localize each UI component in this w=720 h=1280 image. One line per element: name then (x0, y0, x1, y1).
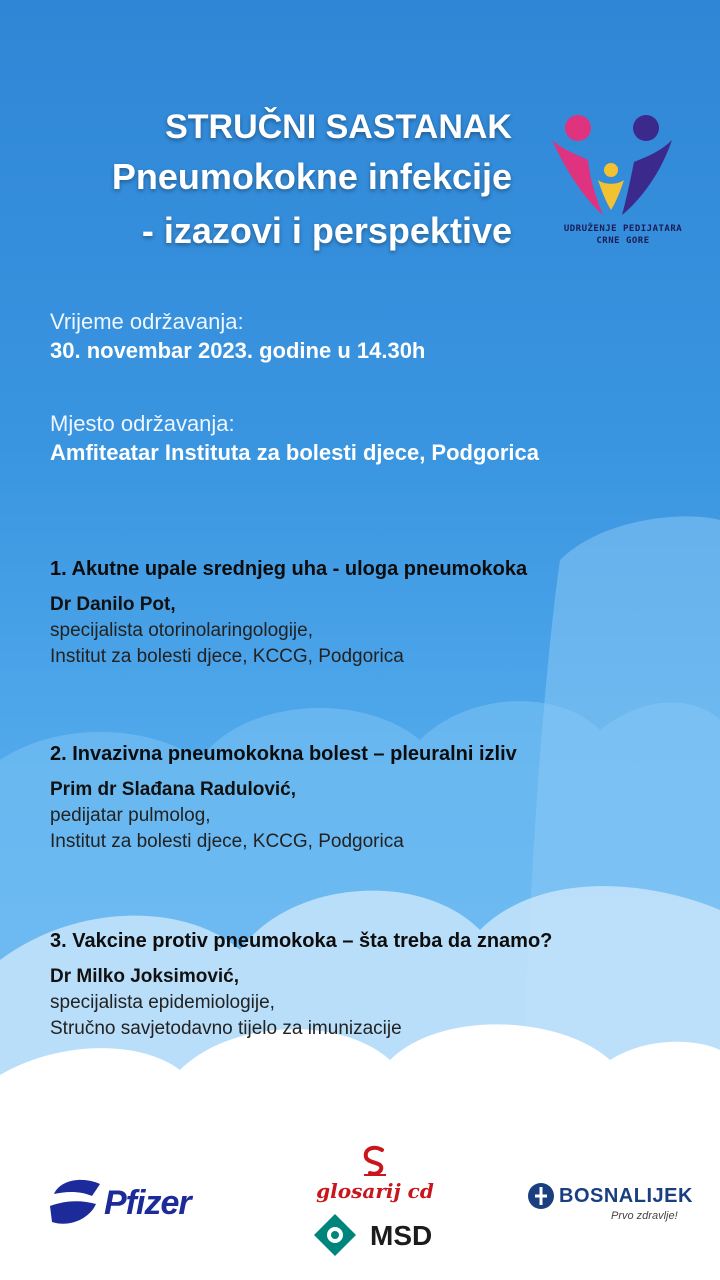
msd-logo (312, 1212, 452, 1258)
pfizer-logo (46, 1172, 206, 1232)
logo-text-line-1: UDRUŽENJE PEDIJATARA (563, 224, 683, 234)
association-logo (548, 110, 698, 255)
lecture-speaker: Dr Danilo Pot, (50, 594, 176, 615)
lecture-2 (50, 741, 690, 855)
place-label: Mjesto održavanja: (50, 411, 235, 436)
speaker-affiliation: Institut za bolesti djece, KCCG, Podgorica (50, 646, 404, 667)
bosnalijek-tagline: Prvo zdravlje! (611, 1210, 678, 1222)
speaker-affiliation: Stručno savjetodavno tijelo za imunizacije (50, 1018, 402, 1039)
speaker-role: specijalista otorinolaringologije, (50, 620, 313, 641)
place-value: Amfiteatar Instituta za bolesti djece, Podgorica (50, 440, 539, 465)
speaker-affiliation: Institut za bolesti djece, KCCG, Podgorica (50, 831, 404, 852)
time-info (50, 308, 425, 366)
bosnalijek-wordmark: BOSNALIJEK (559, 1185, 693, 1207)
lecture-title: 2. Invazivna pneumokokna bolest – pleuralni izliv (50, 743, 517, 765)
event-title (112, 104, 512, 258)
glosarij-wordmark: glosarij cd (316, 1179, 434, 1203)
speaker-role: specijalista epidemiologije, (50, 992, 275, 1013)
divider-bar (47, 1082, 680, 1112)
time-label: Vrijeme održavanja: (50, 309, 244, 334)
msd-emblem-icon (312, 1212, 358, 1258)
lecture-3 (50, 928, 690, 1042)
lecture-title: 3. Vakcine protiv pneumokoka – šta treba da znamo? (50, 930, 553, 952)
lecture-1 (50, 556, 690, 670)
logo-text-line-2: CRNE GORE (596, 236, 650, 246)
pfizer-pill-icon (46, 1174, 104, 1230)
glosarij-emblem-icon (358, 1145, 392, 1179)
msd-wordmark: MSD (370, 1220, 433, 1251)
lecture-title: 1. Akutne upale srednjeg uha - uloga pneumokoka (50, 558, 528, 580)
title-line-3: - izazovi i perspektive (141, 210, 512, 251)
bosnalijek-emblem-icon (527, 1182, 555, 1210)
title-line-2: Pneumokokne infekcije (111, 156, 512, 197)
family-logo-icon (548, 110, 698, 225)
title-line-1: STRUČNI SASTANAK (165, 108, 512, 146)
lecture-speaker: Prim dr Slađana Radulović, (50, 779, 297, 800)
glosarij-logo (305, 1145, 445, 1205)
pfizer-wordmark: Pfizer (104, 1184, 191, 1222)
place-info (50, 410, 539, 468)
time-value: 30. novembar 2023. godine u 14.30h (50, 338, 426, 363)
lecture-speaker: Dr Milko Joksimović, (50, 966, 240, 987)
speaker-role: pedijatar pulmolog, (50, 805, 211, 826)
bosnalijek-logo (527, 1182, 693, 1226)
